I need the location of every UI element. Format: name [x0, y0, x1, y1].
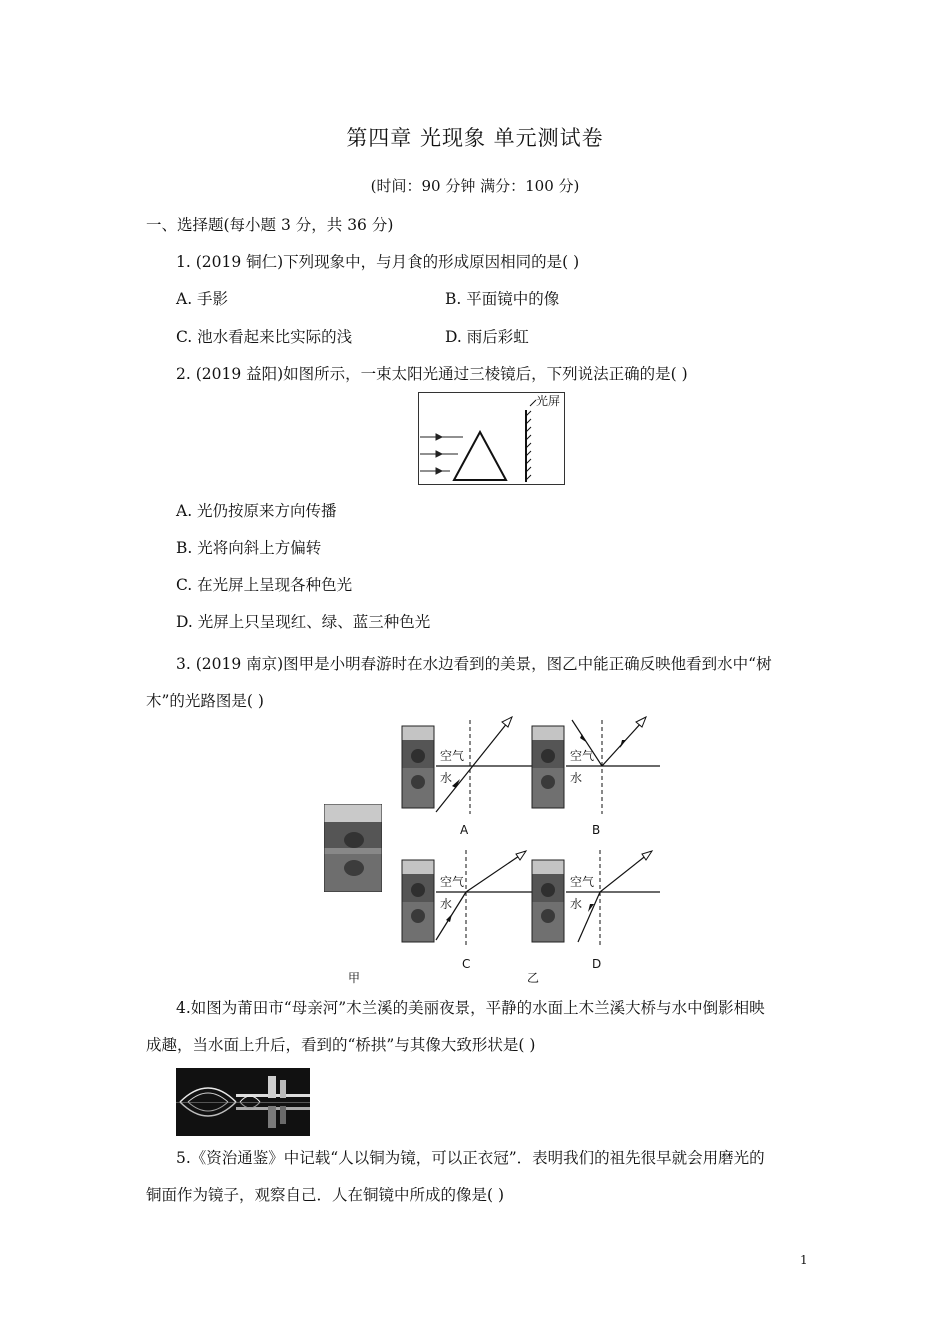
- lake-scene-photo: [324, 804, 382, 892]
- question-3-stem-line2: 木”的光路图是( ): [146, 692, 264, 710]
- question-2-option-a: A. 光仍按原来方向传播: [176, 502, 337, 520]
- diagram-a-air-label: 空气: [440, 749, 465, 763]
- diagram-c-air-label: 空气: [440, 875, 465, 889]
- bridge-night-photo: [176, 1068, 310, 1136]
- question-4-stem-line2: 成趣，当水面上升后，看到的“桥拱”与其像大致形状是( ): [146, 1036, 536, 1054]
- section-heading: 一、选择题(每小题 3 分，共 36 分): [146, 216, 394, 234]
- diagram-d: [532, 850, 660, 971]
- figure-yi-label: 乙: [527, 971, 540, 985]
- exam-info: (时间：90 分钟 满分：100 分): [370, 177, 580, 195]
- diagram-d-air-label: 空气: [570, 875, 595, 889]
- diagram-d-water-label: 水: [570, 897, 583, 911]
- diagram-d-label: D: [592, 957, 602, 971]
- page-number: 1: [800, 1253, 808, 1267]
- question-2-stem: 2. (2019 益阳)如图所示，一束太阳光通过三棱镜后，下列说法正确的是( ): [176, 365, 688, 383]
- ray-diagrams: [400, 712, 662, 974]
- question-4-stem-line1: 4.如图为莆田市“母亲河”木兰溪的美丽夜景，平静的水面上木兰溪大桥与水中倒影相映: [176, 999, 765, 1017]
- diagram-b-label: B: [592, 823, 601, 837]
- diagram-b-water-label: 水: [570, 771, 583, 785]
- question-2-option-c: C. 在光屏上呈现各种色光: [176, 576, 353, 594]
- page-title: 第四章 光现象 单元测试卷: [346, 126, 604, 150]
- question-2-option-b: B. 光将向斜上方偏转: [176, 539, 322, 557]
- question-1-stem: 1. (2019 铜仁)下列现象中，与月食的形成原因相同的是( ): [176, 253, 580, 271]
- diagram-c-water-label: 水: [440, 897, 453, 911]
- question-5-stem-line2: 铜面作为镜子，观察自己．人在铜镜中所成的像是( ): [146, 1186, 505, 1204]
- diagram-b: [532, 717, 660, 837]
- screen-label: 光屏: [536, 394, 561, 408]
- question-1-option-a: A. 手影: [176, 290, 229, 308]
- diagram-c: [402, 850, 532, 971]
- prism-figure: [418, 392, 566, 486]
- diagram-a: [402, 717, 532, 837]
- diagram-a-water-label: 水: [440, 771, 453, 785]
- question-5-stem-line1: 5.《资治通鉴》中记载“人以铜为镜，可以正衣冠”．表明我们的祖先很早就会用磨光的: [176, 1149, 765, 1167]
- question-2-option-d: D. 光屏上只呈现红、绿、蓝三种色光: [176, 613, 431, 631]
- question-3-stem-line1: 3. (2019 南京)图甲是小明春游时在水边看到的美景，图乙中能正确反映他看到水中“树: [176, 655, 772, 673]
- question-1-option-b: B. 平面镜中的像: [445, 290, 560, 308]
- figure-jia-label: 甲: [348, 971, 361, 985]
- diagram-c-label: C: [462, 957, 471, 971]
- question-1-option-c: C. 池水看起来比实际的浅: [176, 328, 353, 346]
- diagram-a-label: A: [460, 823, 469, 837]
- diagram-b-air-label: 空气: [570, 749, 595, 763]
- question-1-option-d: D. 雨后彩虹: [445, 328, 529, 346]
